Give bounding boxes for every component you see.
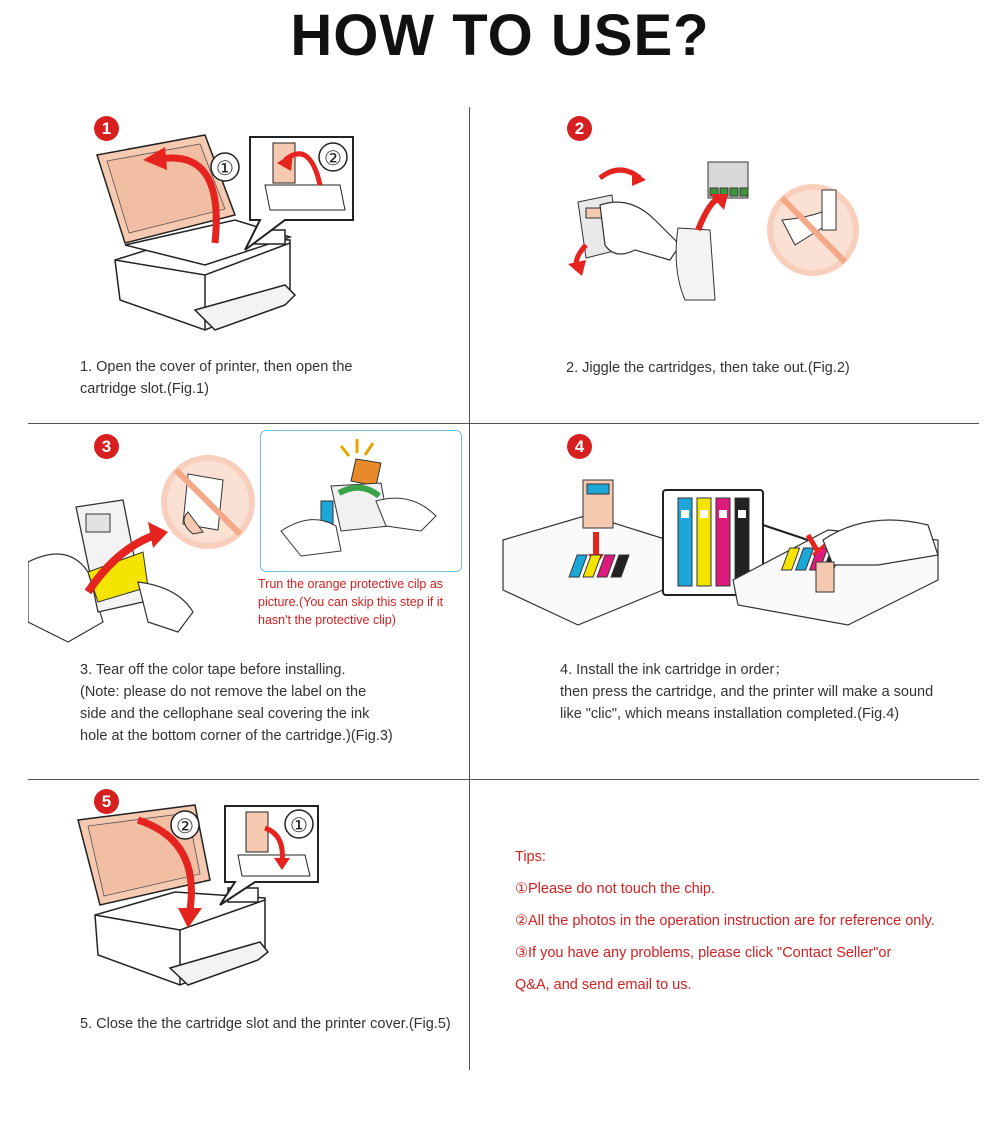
- step-2-text: 2. Jiggle the cartridges, then take out.(Fig.2): [566, 360, 850, 376]
- step-4-badge: 4: [567, 434, 592, 459]
- rotate-clip-illustration: [261, 431, 461, 571]
- printer-open-cover-illustration: [85, 125, 365, 340]
- divider-row-1: [28, 423, 979, 424]
- tip-item: ③If you have any problems, please click "Contact Seller"or: [515, 945, 892, 961]
- tips-section: [515, 846, 935, 1006]
- step-3-text: 3. Tear off the color tape before installing. (Note: please do not remove the label on the side and the cellophane seal covering the ink hole at the bottom corner of the cartridge.)(Fig.3): [80, 662, 393, 744]
- protective-clip-note: Trun the orange protective cilp as picture.(You can skip this step if it hasn't the protective clip): [258, 577, 444, 627]
- callout-1-label: ①: [290, 813, 308, 837]
- tip-item: ②All the photos in the operation instruction are for reference only.: [515, 913, 935, 929]
- install-cartridge-illustration: [498, 470, 943, 630]
- jiggle-cartridge-illustration: [560, 150, 870, 310]
- no-symbol-icon: [770, 187, 856, 273]
- step-3-badge: 3: [94, 434, 119, 459]
- page-title: HOW TO USE?: [290, 3, 710, 68]
- step-1-badge: 1: [94, 116, 119, 141]
- hand-icon: [600, 202, 680, 260]
- printer-close-cover-illustration: [70, 800, 330, 995]
- tear-tape-illustration: [28, 452, 258, 647]
- step-5-text: 5. Close the the cartridge slot and the printer cover.(Fig.5): [80, 1016, 451, 1032]
- callout-2-label: ②: [176, 814, 194, 838]
- divider-vertical: [469, 107, 470, 1070]
- step-1-text: 1. Open the cover of printer, then open the cartridge slot.(Fig.1): [80, 359, 353, 397]
- divider-row-2: [28, 779, 979, 780]
- step-4-text: 4. Install the ink cartridge in order； then press the cartridge, and the printer will make a sound like "clic", which means installation completed.(Fig.4): [560, 662, 934, 722]
- protective-clip-callout: [260, 430, 462, 572]
- no-symbol-icon: [164, 458, 252, 546]
- tips-heading: Tips:: [515, 849, 546, 865]
- tip-item: Q&A, and send email to us.: [515, 977, 692, 993]
- step-5-badge: 5: [94, 789, 119, 814]
- printer-icon: [95, 888, 268, 985]
- callout-2-label: ②: [324, 146, 342, 170]
- tip-item: ①Please do not touch the chip.: [515, 881, 716, 897]
- hand-icon: [823, 520, 938, 565]
- callout-1-label: ①: [216, 156, 234, 180]
- step-2-badge: 2: [567, 116, 592, 141]
